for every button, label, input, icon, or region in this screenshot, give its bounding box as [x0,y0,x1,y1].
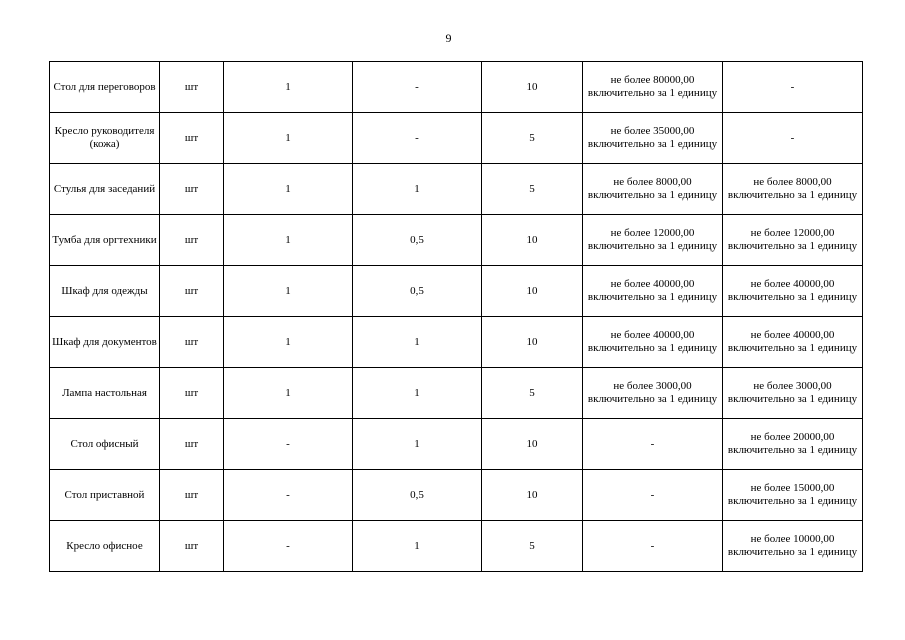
price-cell-a: не более 80000,00 включительно за 1 единицу [583,62,723,113]
price-cell-a: не более 8000,00 включительно за 1 единицу [583,164,723,215]
unit-cell: шт [160,470,224,521]
quantity-cell-a: 1 [224,215,353,266]
service-life-cell: 10 [482,317,583,368]
price-cell-a: не более 40000,00 включительно за 1 единицу [583,317,723,368]
item-name-cell: Шкаф для одежды [50,266,160,317]
item-name-cell: Шкаф для документов [50,317,160,368]
service-life-cell: 10 [482,266,583,317]
service-life-cell: 5 [482,521,583,572]
item-name-cell: Тумба для оргтехники [50,215,160,266]
service-life-cell: 5 [482,368,583,419]
item-name-cell: Лампа настольная [50,368,160,419]
unit-cell: шт [160,164,224,215]
quantity-cell-b: 0,5 [353,470,482,521]
price-cell-a: - [583,521,723,572]
unit-cell: шт [160,521,224,572]
quantity-cell-a: - [224,521,353,572]
quantity-cell-b: 1 [353,368,482,419]
quantity-cell-b: 1 [353,521,482,572]
quantity-cell-a: 1 [224,368,353,419]
price-cell-a: не более 12000,00 включительно за 1 единицу [583,215,723,266]
price-cell-b: не более 3000,00 включительно за 1 единицу [723,368,863,419]
price-cell-b: - [723,113,863,164]
price-cell-a: не более 35000,00 включительно за 1 единицу [583,113,723,164]
quantity-cell-a: 1 [224,62,353,113]
price-cell-a: не более 40000,00 включительно за 1 единицу [583,266,723,317]
quantity-cell-b: 0,5 [353,215,482,266]
price-cell-b: не более 40000,00 включительно за 1 единицу [723,266,863,317]
table-row [50,266,863,317]
quantity-cell-a: - [224,419,353,470]
item-name-cell: Стол приставной [50,470,160,521]
unit-cell: шт [160,62,224,113]
unit-cell: шт [160,266,224,317]
unit-cell: шт [160,368,224,419]
unit-cell: шт [160,317,224,368]
unit-cell: шт [160,419,224,470]
service-life-cell: 10 [482,419,583,470]
furniture-table [49,61,863,572]
price-cell-b: не более 15000,00 включительно за 1 единицу [723,470,863,521]
price-cell-b: не более 40000,00 включительно за 1 единицу [723,317,863,368]
quantity-cell-a: 1 [224,266,353,317]
price-cell-b: - [723,62,863,113]
price-cell-b: не более 12000,00 включительно за 1 единицу [723,215,863,266]
table-row [50,164,863,215]
price-cell-a: не более 3000,00 включительно за 1 единицу [583,368,723,419]
table-row [50,368,863,419]
table-row [50,62,863,113]
quantity-cell-b: 0,5 [353,266,482,317]
service-life-cell: 10 [482,62,583,113]
quantity-cell-b: 1 [353,419,482,470]
quantity-cell-a: 1 [224,317,353,368]
quantity-cell-b: 1 [353,164,482,215]
quantity-cell-a: - [224,470,353,521]
price-cell-a: - [583,470,723,521]
table-row [50,521,863,572]
quantity-cell-b: - [353,62,482,113]
quantity-cell-b: 1 [353,317,482,368]
service-life-cell: 10 [482,215,583,266]
price-cell-b: не более 10000,00 включительно за 1 единицу [723,521,863,572]
quantity-cell-a: 1 [224,164,353,215]
service-life-cell: 5 [482,164,583,215]
unit-cell: шт [160,113,224,164]
price-cell-a: - [583,419,723,470]
service-life-cell: 5 [482,113,583,164]
item-name-cell: Стол офисный [50,419,160,470]
table-row [50,215,863,266]
table-row [50,113,863,164]
item-name-cell: Кресло офисное [50,521,160,572]
service-life-cell: 10 [482,470,583,521]
table-row [50,419,863,470]
price-cell-b: не более 8000,00 включительно за 1 единицу [723,164,863,215]
item-name-cell: Стулья для заседаний [50,164,160,215]
unit-cell: шт [160,215,224,266]
table-row [50,470,863,521]
price-cell-b: не более 20000,00 включительно за 1 единицу [723,419,863,470]
page-number: 9 [445,31,452,45]
quantity-cell-b: - [353,113,482,164]
quantity-cell-a: 1 [224,113,353,164]
table-row [50,317,863,368]
item-name-cell: Стол для переговоров [50,62,160,113]
item-name-cell: Кресло руководителя (кожа) [50,113,160,164]
